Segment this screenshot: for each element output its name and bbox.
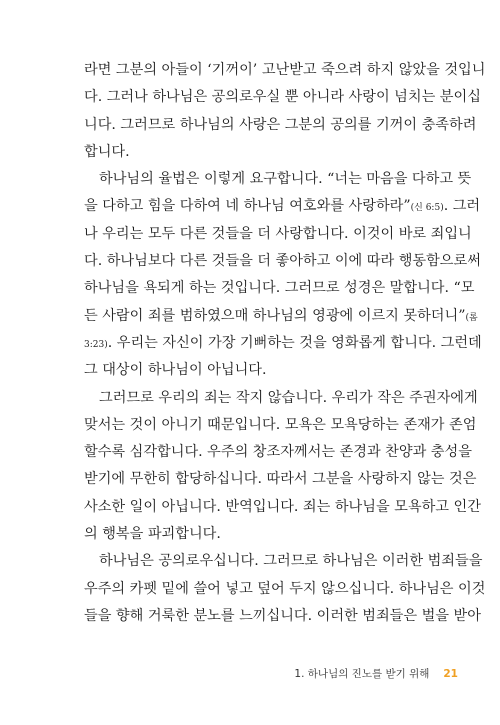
running-footer-chapter-title: 1. 하나님의 진노를 받기 위해 xyxy=(294,668,430,680)
scripture-citation: (롬 xyxy=(465,312,478,323)
text-line: 다. 하나님보다 다른 것들을 더 좋아하고 이에 따라 행동함으로써 xyxy=(84,253,481,270)
text-line: 나 우리는 모두 다른 것들을 더 사랑합니다. 이것이 바로 죄입니 xyxy=(84,225,472,242)
text-line: 의 행복을 파괴합니다. xyxy=(84,526,221,543)
text-line: 들을 향해 거룩한 분노를 느끼십니다. 이러한 범죄들은 벌을 받아 xyxy=(84,607,481,624)
text-fragment: . 우리는 자신이 가장 기뻐하는 것을 영화롭게 합니다. 그런데 xyxy=(107,334,482,351)
text-line: 니다. 그러므로 하나님의 사랑은 그분의 공의를 기꺼이 충족하려 xyxy=(84,116,477,133)
text-fragment: 을 다하고 힘을 다하여 네 하나님 여호와를 사랑하라” xyxy=(84,198,411,215)
scripture-citation: 3:23) xyxy=(84,339,108,350)
text-line: 사소한 일이 아닙니다. 반역입니다. 죄는 하나님을 모욕하고 인간 xyxy=(84,498,481,515)
text-line: 우주의 카펫 밑에 쓸어 넣고 덮어 두지 않으십니다. 하나님은 이것 xyxy=(84,580,486,597)
text-line: 그 대상이 하나님이 아닙니다. xyxy=(84,362,267,379)
text-line xyxy=(84,193,481,220)
page-number: 21 xyxy=(443,668,458,680)
text-line: 할수록 심각합니다. 우주의 창조자께서는 존경과 찬양과 충성을 xyxy=(84,444,472,461)
text-line xyxy=(84,303,478,330)
text-line: 합니다. xyxy=(84,143,130,160)
page-footer xyxy=(0,667,458,681)
text-fragment: 든 사람이 죄를 범하였으매 하나님의 영광에 이르지 못하더니” xyxy=(84,307,466,324)
text-line: 하나님은 공의로우십니다. 그러므로 하나님은 이러한 범죄들을 xyxy=(99,553,483,570)
text-line xyxy=(84,330,482,357)
text-line: 받기에 무한히 합당하십니다. 따라서 그분을 사랑하지 않는 것은 xyxy=(84,471,477,488)
text-line: 하나님의 율법은 이렇게 요구합니다. “너는 마음을 다하고 뜻 xyxy=(99,171,472,188)
text-line: 그러므로 우리의 죄는 작지 않습니다. 우리가 작은 주권자에게 xyxy=(99,389,478,406)
text-line: 하나님을 욕되게 하는 것입니다. 그러므로 성경은 말합니다. “모 xyxy=(84,280,475,297)
text-fragment: . 그러 xyxy=(443,198,481,215)
text-line: 다. 그러나 하나님은 공의로우실 뿐 아니라 사랑이 넘치는 분이십 xyxy=(84,89,481,106)
body-text xyxy=(84,57,486,630)
text-line: 맞서는 것이 아니기 때문입니다. 모욕은 모욕당하는 존재가 존엄 xyxy=(84,416,477,433)
scripture-citation: (신 6:5) xyxy=(410,203,444,214)
text-line: 라면 그분의 아들이 ‘기꺼이’ 고난받고 죽으려 하지 않았을 것입니 xyxy=(84,62,486,78)
